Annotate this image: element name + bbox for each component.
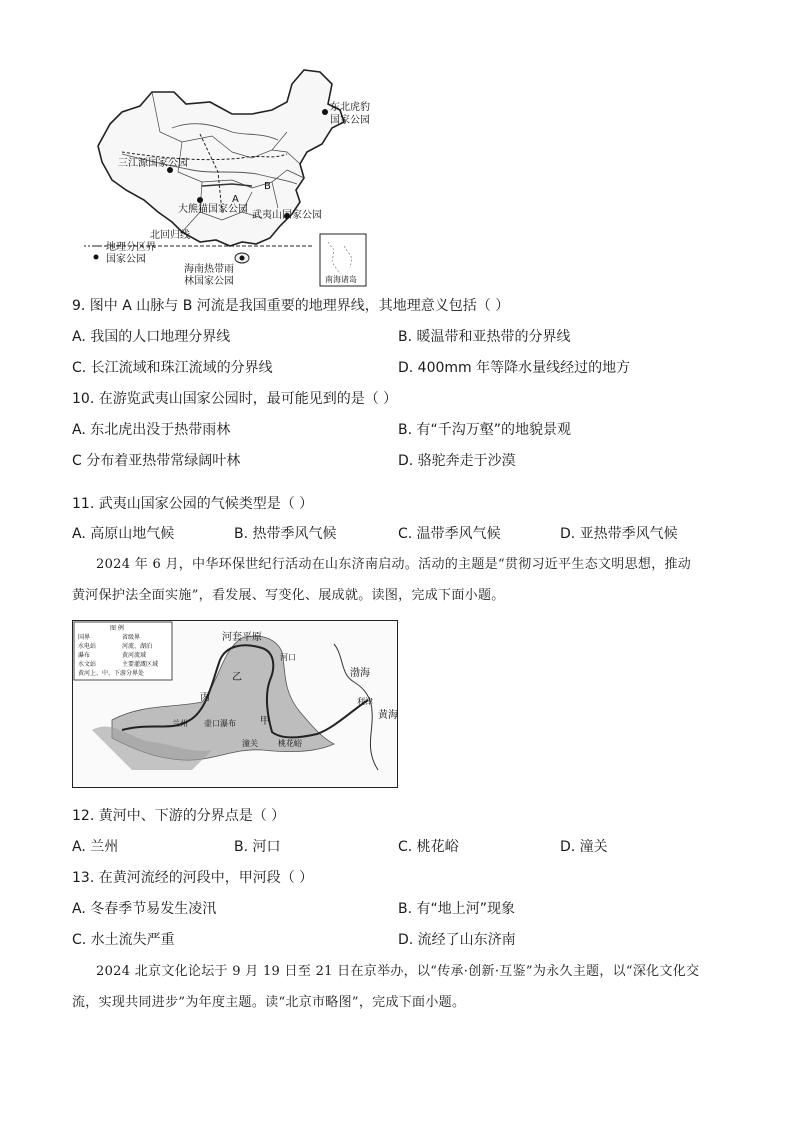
q11-option-a[interactable]: A. 高原山地气候 xyxy=(72,526,175,542)
legend-pubu: 瀑布 xyxy=(78,652,91,659)
legend-park-label: 国家公园 xyxy=(106,254,146,265)
legend-heliu: 河流、湖泊 xyxy=(122,643,153,650)
q10-option-c[interactable]: C 分布着亚热带常绿阔叶林 xyxy=(72,453,241,469)
legend-division-label: 地理分区界 xyxy=(106,242,156,253)
park-dot-daxiongmao xyxy=(197,197,203,203)
passage-1-line-2: 黄河保护法全面实施”，看发展、写变化、展成就。读图，完成下面小题。 xyxy=(72,588,505,603)
question-13-stem: 13. 在黄河流经的河段中，甲河段（ ） xyxy=(72,870,314,886)
label-dongbei-2: 国家公园 xyxy=(330,115,370,126)
legend-fenjie: 黄河上、中、下游分界处 xyxy=(78,670,145,677)
q9-option-d[interactable]: D. 400mm 年等降水量线经过的地方 xyxy=(398,360,631,376)
question-11-stem: 11. 武夷山国家公园的气候类型是（ ） xyxy=(72,496,314,512)
map2-legend-title: 图 例 xyxy=(110,625,124,632)
legend-guangai: 主要灌溉区域 xyxy=(122,661,159,668)
q12-option-c[interactable]: C. 桃花峪 xyxy=(398,839,459,855)
q13-option-b[interactable]: B. 有“地上河”现象 xyxy=(398,901,516,917)
label-hainan-2: 林国家公园 xyxy=(184,276,234,287)
legend-shengji: 省级界 xyxy=(122,634,141,641)
q9-option-b[interactable]: B. 暖温带和亚热带的分界线 xyxy=(398,329,571,345)
legend-shuiwen: 水文站 xyxy=(78,661,97,668)
label-a: A xyxy=(232,194,239,205)
passage-1-line-1: 2024 年 6 月，中华环保世纪行活动在山东济南启动。活动的主题是“贯彻习近平生态文明思想，推动 xyxy=(96,557,692,572)
label-lijin: 利津 xyxy=(357,697,373,706)
q10-option-d[interactable]: D. 骆驼奔走于沙漠 xyxy=(398,453,516,469)
label-yi: 乙 xyxy=(232,672,242,683)
label-taohuayu: 桃花峪 xyxy=(278,739,302,748)
q11-option-c[interactable]: C. 温带季风气候 xyxy=(398,526,501,542)
q12-option-d[interactable]: D. 潼关 xyxy=(560,839,608,855)
q12-option-a[interactable]: A. 兰州 xyxy=(72,839,119,855)
q10-option-a[interactable]: A. 东北虎出没于热带雨林 xyxy=(72,422,231,438)
yellow-river-figure xyxy=(72,620,398,788)
q11-option-d[interactable]: D. 亚热带季风气候 xyxy=(560,526,678,542)
label-daxiongmao: 大熊猫国家公园 xyxy=(178,204,248,215)
park-dot-hainan xyxy=(240,256,245,261)
legend-liuyu: 黄河流域 xyxy=(122,652,147,659)
passage-2-line-2: 流，实现共同进步”为年度主题。读“北京市略图”，完成下面小题。 xyxy=(72,995,466,1010)
q13-option-a[interactable]: A. 冬春季节易发生凌汛 xyxy=(72,901,217,917)
q12-option-b[interactable]: B. 河口 xyxy=(234,839,281,855)
q13-option-c[interactable]: C. 水土流失严重 xyxy=(72,932,175,948)
passage-2-line-1: 2024 北京文化论坛于 9 月 19 日至 21 日在京举办，以“传承·创新·互鉴”为永久主题，以“深化文化交 xyxy=(96,964,700,979)
label-lanzhou: 兰州 xyxy=(172,719,188,728)
label-bing: 丙 xyxy=(200,692,210,703)
q9-option-a[interactable]: A. 我国的人口地理分界线 xyxy=(72,329,231,345)
label-hainan-1: 海南热带雨 xyxy=(184,264,234,275)
legend-park-symbol xyxy=(94,255,99,260)
label-hekou: 河口 xyxy=(280,653,296,662)
yellow-river-map xyxy=(72,620,398,788)
q13-option-d[interactable]: D. 流经了山东济南 xyxy=(398,932,516,948)
q10-option-b[interactable]: B. 有“千沟万壑”的地貌景观 xyxy=(398,422,572,438)
label-huanghai: 黄海 xyxy=(378,710,398,721)
label-b: B xyxy=(264,181,271,192)
question-12-stem: 12. 黄河中、下游的分界点是（ ） xyxy=(72,808,286,824)
label-tongguan: 潼关 xyxy=(242,739,258,748)
park-dot-dongbei xyxy=(322,109,328,115)
china-map-figure xyxy=(82,62,382,292)
label-wuyishan: 武夷山国家公园 xyxy=(252,210,322,221)
question-9-stem: 9. 图中 A 山脉与 B 河流是我国重要的地理界线，其地理意义包括（ ） xyxy=(72,298,510,314)
label-hukou: 壶口瀑布 xyxy=(204,719,236,728)
legend-shuidianzhan: 水电站 xyxy=(78,643,97,650)
china-national-parks-map xyxy=(82,62,382,292)
q11-option-b[interactable]: B. 热带季风气候 xyxy=(234,526,337,542)
label-hetao: 河套平原 xyxy=(222,632,262,643)
label-tropic: 北回归线 xyxy=(150,230,190,241)
label-sanjiangyuan: 三江源国家公园 xyxy=(118,158,188,169)
label-jia: 甲 xyxy=(260,716,270,727)
legend-guojie: 国界 xyxy=(78,634,91,641)
label-dongbei: 东北虎豹 xyxy=(330,102,370,113)
label-nanhai: 南海诸岛 xyxy=(325,275,357,284)
label-bohai: 渤海 xyxy=(350,668,370,679)
question-10-stem: 10. 在游览武夷山国家公园时，最可能见到的是（ ） xyxy=(72,391,398,407)
q9-option-c[interactable]: C. 长江流域和珠江流域的分界线 xyxy=(72,360,273,376)
